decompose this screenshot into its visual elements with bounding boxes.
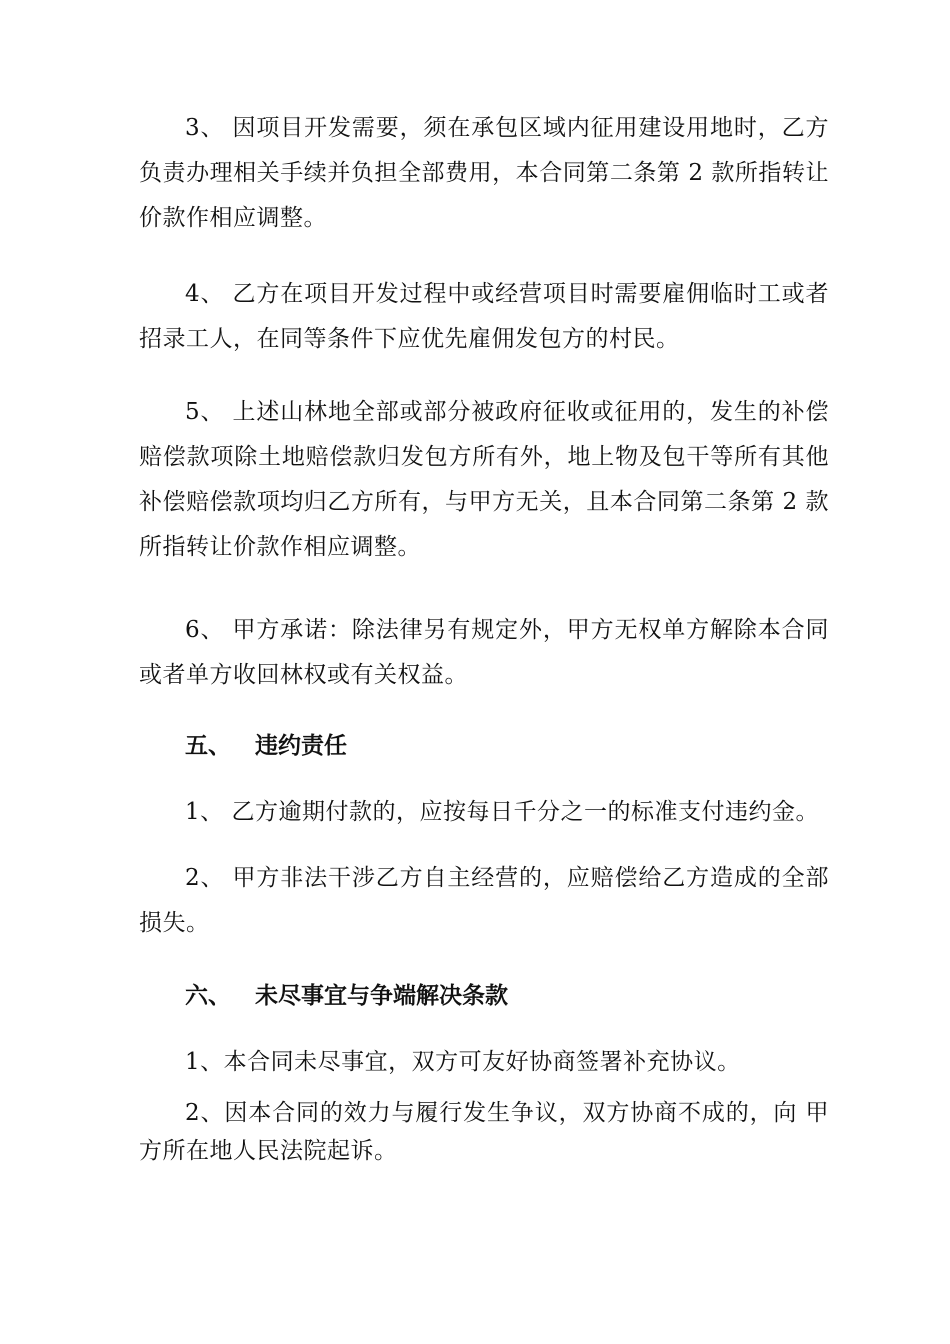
clause-4-item-3: 3、 因项目开发需要，须在承包区域内征用建设用地时，乙方负责办理相关手续并负担全部费用，本合同第二条第 2 款所指转让价款作相应调整。 (139, 115, 829, 231)
section-6-title: 未尽事宜与争端解决条款 (255, 983, 508, 1009)
section-5-item-1: 1、 乙方逾期付款的，应按每日千分之一的标准支付违约金。 (185, 799, 819, 825)
section-6-heading (185, 974, 508, 1019)
section-5-number: 五、 (185, 733, 231, 759)
clause-4-item-4: 4、 乙方在项目开发过程中或经营项目时需要雇佣临时工或者招录工人，在同等条件下应优先雇佣发包方的村民。 (139, 281, 829, 352)
section-6-number: 六、 (185, 983, 231, 1009)
section-5-item-2: 2、 甲方非法干涉乙方自主经营的，应赔偿给乙方造成的全部损失。 (139, 865, 829, 936)
section-5-title: 违约责任 (255, 733, 347, 759)
section-6-item-1: 1、本合同未尽事宜，双方可友好协商签署补充协议。 (185, 1049, 741, 1075)
clause-4-item-6: 6、 甲方承诺：除法律另有规定外，甲方无权单方解除本合同或者单方收回林权或有关权益。 (139, 617, 829, 688)
clause-4-item-5: 5、 上述山林地全部或部分被政府征收或征用的，发生的补偿赔偿款项除土地赔偿款归发包方所有外，地上物及包干等所有其他补偿赔偿款项均归乙方所有，与甲方无关，且本合同第二条第 2 款所指转让价款作相应调整。 (139, 399, 829, 560)
section-6-item-2: 2、因本合同的效力与履行发生争议，双方协商不成的，向 甲方所在地人民法院起诉。 (139, 1100, 829, 1164)
section-5-heading (185, 724, 347, 769)
